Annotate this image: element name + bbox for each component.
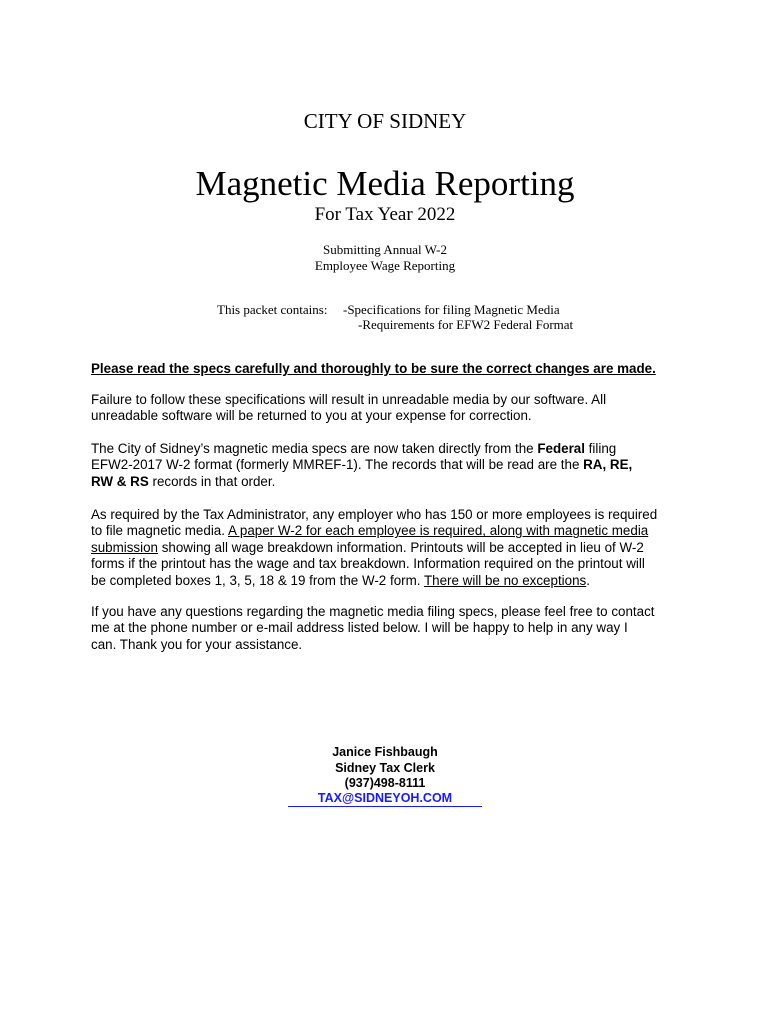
text-run: EFW2-2017 W-2 format (formerly MMREF-1). The records that will be read are the — [91, 457, 584, 473]
packet-contents-item: -Requirements for EFW2 Federal Format — [358, 317, 574, 332]
text-line — [91, 573, 691, 589]
text-line: As required by the Tax Administrator, any employer who has 150 or more employees is required — [91, 507, 658, 522]
bold-text: RA, RE, — [583, 457, 633, 473]
text-run: records in that order. — [148, 473, 276, 489]
bold-text: RW & RS — [91, 473, 149, 489]
text-line: If you have any questions regarding the magnetic media filing specs, please feel free to contact — [91, 604, 655, 619]
bold-text: Federal — [537, 441, 585, 456]
underlined-text: A paper W-2 for each employee is required, along with magnetic media — [227, 523, 649, 539]
packet-contents-label: This packet contains: — [217, 302, 328, 317]
paragraph-requirements — [91, 507, 691, 589]
paragraph-format-specs — [91, 441, 691, 490]
signature-email-wrapper — [0, 790, 770, 807]
tax-year-subtitle: For Tax Year 2022 — [314, 204, 456, 225]
signature-title: Sidney Tax Clerk — [335, 761, 435, 775]
subtitle-line-2: Employee Wage Reporting — [314, 258, 456, 273]
text-line — [91, 474, 691, 490]
text-line: forms if the printout has the wage and tax breakdown. Information required on the printout will — [91, 556, 645, 572]
underlined-text: There will be no exceptions — [423, 572, 587, 588]
text-line: me at the phone number or e-mail address listed below. I will be happy to help in any way I — [91, 620, 628, 636]
text-run: . — [586, 572, 590, 588]
paragraph-contact — [91, 604, 691, 653]
paragraph-failure-notice — [91, 392, 691, 425]
text-line — [91, 540, 691, 556]
email-link[interactable]: TAX@SIDNEYOH.COM — [288, 791, 482, 807]
text-line — [91, 523, 691, 539]
text-line: can. Thank you for your assistance. — [91, 636, 303, 652]
text-line: Failure to follow these specifications will result in unreadable media by our software. All — [91, 392, 607, 407]
underlined-text: submission — [91, 539, 158, 555]
text-run: showing all wage breakdown information. Printouts will be accepted in lieu of W-2 — [157, 539, 644, 555]
text-run: The City of Sidney’s magnetic media specs are now taken directly from the — [91, 441, 538, 456]
text-line — [91, 441, 691, 457]
text-line: unreadable software will be returned to you at your expense for correction. — [91, 408, 532, 424]
text-run: to file magnetic media. — [91, 523, 228, 539]
signature-name: Janice Fishbaugh — [332, 745, 438, 759]
text-run: be completed boxes 1, 3, 5, 18 & 19 from the W-2 form. — [91, 572, 424, 588]
subtitle-line-1: Submitting Annual W-2 — [323, 242, 447, 257]
city-heading: CITY OF SIDNEY — [303, 109, 467, 133]
signature-phone: (937)498-8111 — [344, 776, 426, 790]
text-run: filing — [584, 441, 617, 456]
packet-contents-item: -Specifications for filing Magnetic Media — [343, 302, 560, 317]
warning-notice: Please read the specs carefully and thoroughly to be sure the correct changes are made. — [91, 361, 656, 376]
page-title: Magnetic Media Reporting — [195, 164, 575, 203]
text-line — [91, 457, 691, 473]
